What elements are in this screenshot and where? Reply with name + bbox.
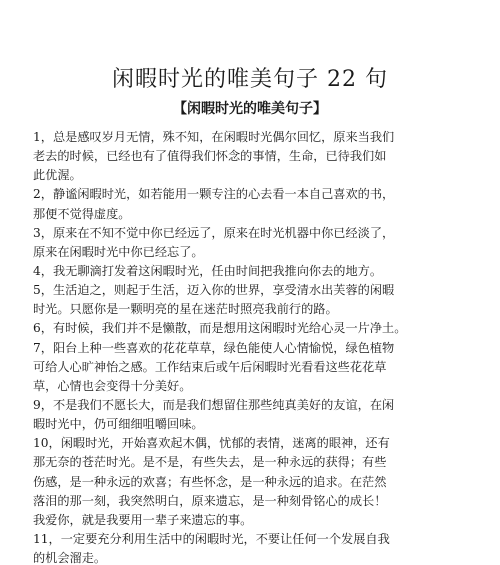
text-line: 1，总是感叹岁月无情，殊不知，在闲暇时光偶尔回忆，原来当我们 (33, 130, 395, 144)
text-line: 可给人心旷神怡之感。工作结束后或午后闲暇时光看看这些花花草 (33, 359, 387, 374)
text-line: 暇时光中，仍可细细咀嚼回味。 (33, 417, 204, 432)
text-line: 5，生活迫之，则起于生活，迈入你的世界，享受清水出芙蓉的闲暇 (33, 283, 395, 298)
text-line: 4，我无聊滴打发着这闲暇时光，任由时间把我推向你去的地方。 (33, 263, 383, 278)
text-line: 我爱你，就是我要用一辈子来遗忘的事。 (33, 512, 253, 527)
text-line: 伤感，是一种永远的欢喜；有些怀念，是一种永远的追求。在茫然 (33, 474, 387, 489)
text-line: 草，心情也会变得十分美好。 (33, 378, 192, 393)
text-line: 老去的时候，已经也有了值得我们怀念的事情，生命，已待我们如 (33, 149, 387, 164)
text-line: 10，闲暇时光，开始喜欢起木偶，忧郁的表情，迷离的眼神，还有 (33, 436, 390, 451)
text-line: 的机会溜走。 (33, 551, 107, 565)
text-line: 时光。只愿你是一颗明亮的星在迷茫时照亮我前行的路。 (33, 302, 338, 317)
document-body (33, 128, 473, 565)
text-line: 2，静谧闲暇时光，如若能用一颗专注的心去看一本自己喜欢的书， (33, 187, 395, 202)
text-line: 9，不是我们不愿长大，而是我们想留住那些纯真美好的友谊，在闲 (33, 397, 395, 412)
text-line: 那无奈的苍茫时光。是不是，有些失去，是一种永远的获得；有些 (33, 455, 387, 470)
text-line: 此优渥。 (33, 168, 82, 183)
text-line: 那便不觉得虚度。 (33, 206, 131, 221)
text-line: 6，有时候，我们并不是懒散，而是想用这闲暇时光给心灵一片净土。 (33, 321, 407, 336)
document-title: 闲暇时光的唯美句子 22 句 (112, 67, 388, 92)
text-line: 3，原来在不知不觉中你已经远了，原来在时光机器中你已经淡了， (33, 225, 395, 240)
text-line: 7，阳台上种一些喜欢的花花草草，绿色能使人心情愉悦，绿色植物 (33, 340, 395, 355)
document-subtitle: 【闲暇时光的唯美句子】 (173, 101, 327, 117)
text-line: 原来在闲暇时光中你已经忘了。 (33, 244, 204, 259)
text-line: 11，一定要充分利用生活中的闲暇时光，不要让任何一个发展自我 (33, 531, 390, 546)
text-line: 落泪的那一刻，我突然明白，原来遗忘，是一种刻骨铭心的成长！ (33, 493, 387, 508)
